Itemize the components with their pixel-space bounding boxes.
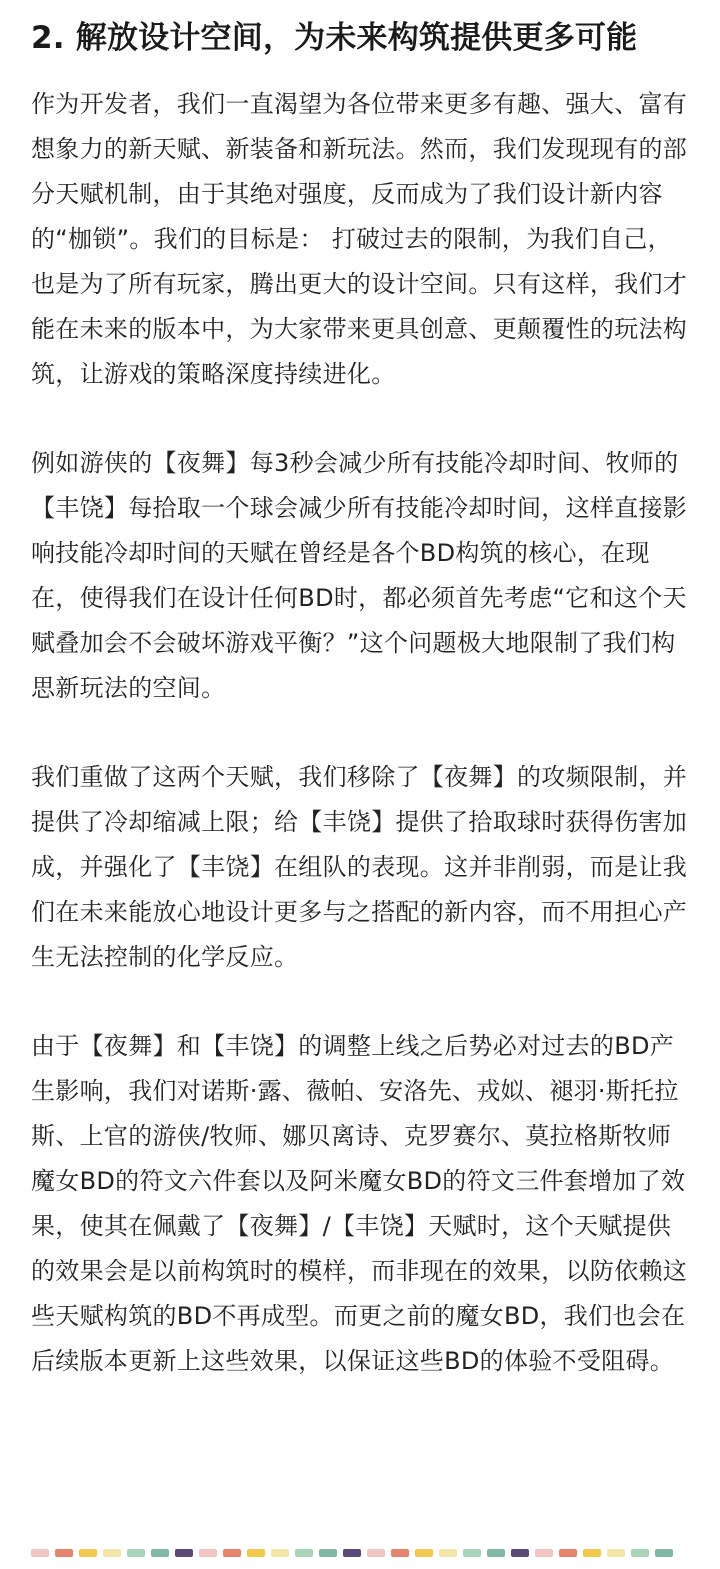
divider-swatch xyxy=(367,1549,385,1557)
paragraph-example: 例如游侠的【夜舞】每3秒会减少所有技能冷却时间、牧师的【丰饶】每拾取一个球会减少所有技能冷却时间，这样直接影响技能冷却时间的天赋在曾经是各个BD构筑的核心，在现在，使得我们在设计任何BD时，都必须首先考虑“它和这个天赋叠加会不会破坏游戏平衡？”这个问题极大地限制了我们构思新玩法的空间。 xyxy=(31,449,688,702)
divider-swatch xyxy=(511,1549,529,1557)
decorative-divider xyxy=(31,1549,673,1557)
divider-swatch xyxy=(463,1549,481,1557)
divider-swatch xyxy=(655,1549,673,1557)
divider-swatch xyxy=(487,1549,505,1557)
paragraph-intro: 作为开发者，我们一直渴望为各位带来更多有趣、强大、富有想象力的新天赋、新装备和新玩法。然而，我们发现现有的部分天赋机制，由于其绝对强度，反而成为了我们设计新内容的“枷锁”。我们的目标是： 打破过去的限制，为我们自己，也是为了所有玩家，腾出更大的设计空间。只有这样，我们才能在未来的版本中，为大家带来更具创意、更颠覆性的玩法构筑，让游戏的策略深度持续进化。 xyxy=(31,90,688,388)
divider-swatch xyxy=(103,1549,121,1557)
paragraph-compensation: 由于【夜舞】和【丰饶】的调整上线之后势必对过去的BD产生影响，我们对诺斯·露、薇帕、安洛先、戎姒、褪羽·斯托拉斯、上官的游侠/牧师、娜贝离诗、克罗赛尔、莫拉格斯牧师魔女BD的符文六件套以及阿米魔女BD的符文三件套增加了效果，使其在佩戴了【夜舞】/【丰饶】天赋时，这个天赋提供的效果会是以前构筑时的模样，而非现在的效果，以防依赖这些天赋构筑的BD不再成型。而更之前的魔女BD，我们也会在后续版本更新上这些效果，以保证这些BD的体验不受阻碍。 xyxy=(31,1032,688,1375)
divider-swatch xyxy=(271,1549,289,1557)
divider-swatch xyxy=(295,1549,313,1557)
divider-swatch xyxy=(439,1549,457,1557)
divider-swatch xyxy=(175,1549,193,1557)
divider-swatch xyxy=(607,1549,625,1557)
divider-swatch xyxy=(415,1549,433,1557)
divider-swatch xyxy=(247,1549,265,1557)
divider-swatch xyxy=(151,1549,169,1557)
divider-swatch xyxy=(223,1549,241,1557)
paragraph-rework: 我们重做了这两个天赋，我们移除了【夜舞】的攻频限制，并提供了冷却缩减上限；给【丰饶】提供了拾取球时获得伤害加成，并强化了【丰饶】在组队的表现。这并非削弱，而是让我们在未来能放心地设计更多与之搭配的新内容，而不用担心产生无法控制的化学反应。 xyxy=(31,763,688,971)
divider-swatch xyxy=(535,1549,553,1557)
divider-swatch xyxy=(127,1549,145,1557)
divider-swatch xyxy=(631,1549,649,1557)
divider-swatch xyxy=(559,1549,577,1557)
divider-swatch xyxy=(79,1549,97,1557)
divider-swatch xyxy=(31,1549,49,1557)
divider-swatch xyxy=(199,1549,217,1557)
divider-swatch xyxy=(391,1549,409,1557)
divider-swatch xyxy=(55,1549,73,1557)
divider-swatch xyxy=(319,1549,337,1557)
article xyxy=(31,0,693,1384)
divider-swatch xyxy=(343,1549,361,1557)
section-title: 2. 解放设计空间，为未来构筑提供更多可能 xyxy=(31,20,638,56)
divider-swatch xyxy=(583,1549,601,1557)
